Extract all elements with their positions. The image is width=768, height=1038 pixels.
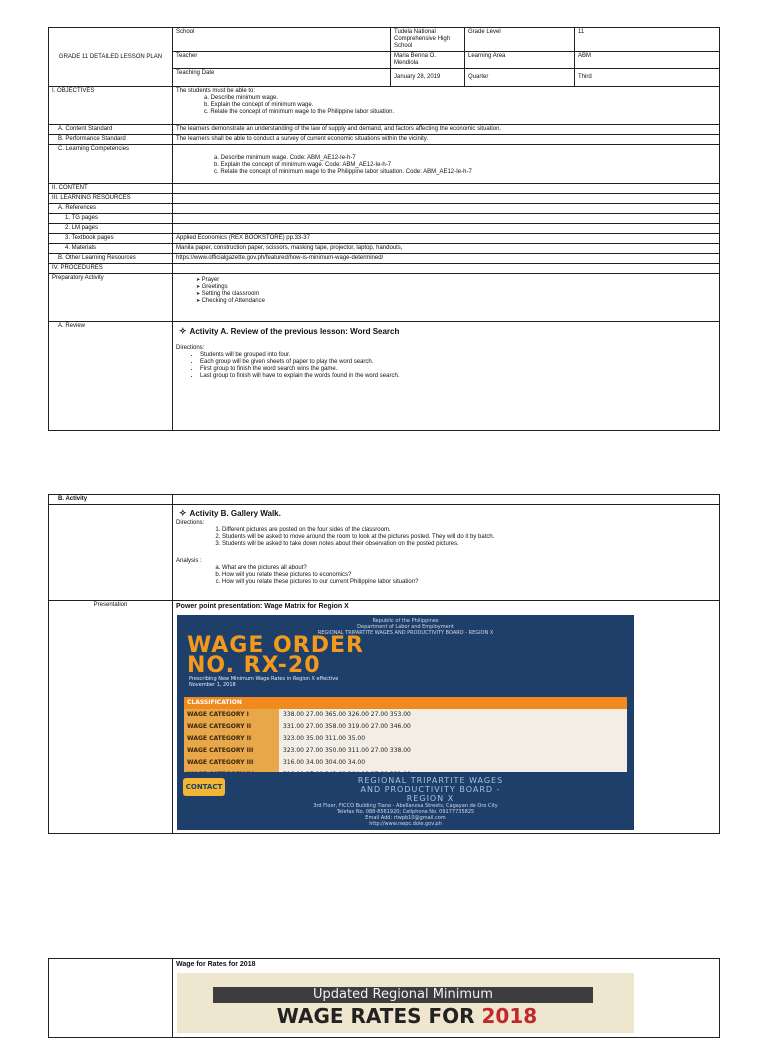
objective-a: a. Describe minimum wage. [204,95,279,101]
other-resources-link[interactable]: https://www.officialgazette.gov.ph/featured/how-is-minimum-wage-determined/ [173,254,720,264]
lm-cell [173,224,720,234]
wage-rates-year: 2018 [481,1004,538,1028]
area-label: Learning Area [465,52,575,69]
poster-header: Republic of the Philippines Department of Labor and Employment REGIONAL TRIPARTITE WAGES AND PRODUCTIVITY BOARD - REGION X [317,618,494,636]
wage-rates-title: Wage for Rates for 2018 [176,961,256,968]
teacher-value: Maria Benna O. Mendiola [391,52,465,69]
plan-title: GRADE 11 DETAILED LESSON PLAN [49,28,173,87]
poster-table-row [184,733,627,745]
activity-left-cell [49,505,173,601]
wage-order-poster [177,615,634,830]
lesson-plan-table-page3 [48,958,720,1038]
poster-row-category: WAGE CATEGORY II [184,733,279,745]
review-title: Activity A. Review of the previous lesson: Word Search [189,327,400,336]
textbook-value: Applied Economics (REX BOOKSTORE) pp.33-37 [173,234,720,244]
poster-table-header [184,697,627,709]
analysis-item: b. How will you relate these pictures to economics? [222,572,716,579]
poster-header-fill [279,697,627,709]
activity-item: 1. Different pictures are posted on the four sides of the classroom. [222,527,716,534]
activity-item: 3. Students will be asked to take down notes about their observation on the posted pictures. [222,541,716,548]
poster-row-category: WAGE CATEGORY III [184,745,279,757]
activity-item: 2. Students will be asked to move around the room to look at the pictures posted. They will do it by batch. [222,534,716,541]
presentation-label: Presentation [49,601,173,834]
grade-label: Grade Level [465,28,575,52]
teacher-label: Teacher [173,52,391,69]
poster-row-values: 331.00 27.00 358.00 319.00 27.00 346.00 [279,721,627,733]
four-point-star-icon: ✧ [179,508,187,518]
references-label: A. References [49,204,173,214]
objectives-cell [173,87,720,125]
prep-item: ➤ Setting the classroom [196,291,716,298]
page3-left-cell [49,959,173,1038]
school-label: School [173,28,391,52]
review-item: • Students will be grouped into four. [200,352,716,359]
review-item: • First group to finish the word search wins the game. [200,366,716,373]
competency-b: b. Explain the concept of minimum wage. Code: ABM_AE12-Ie-h-7 [214,162,392,168]
content-label: II. CONTENT [49,184,173,194]
presentation-title: Power point presentation: Wage Matrix for Region X [176,603,349,610]
school-value: Tudela National Comprehensive High School [391,28,465,52]
poster-col-header: CLASSIFICATION [184,697,279,709]
objective-b: b. Explain the concept of minimum wage. [204,102,314,108]
activity-title: Activity B. Gallery Walk. [189,509,281,518]
quarter-value: Third [575,69,720,87]
prep-cell [173,274,720,322]
activity-cell [173,505,720,601]
performance-standard-label: B. Performance Standard [49,135,173,145]
prep-item: ➤ Checking of Attendance [196,298,716,305]
poster-wage-table [184,697,627,781]
poster-contact-badge: CONTACT US [183,778,225,796]
poster-row-category: WAGE CATEGORY III [184,757,279,769]
activity-label: B. Activity [49,495,173,505]
review-label: A. Review [49,322,173,431]
quarter-label: Quarter [465,69,575,87]
competency-c: c. Relate the concept of minimum wage to the Philippine labor situation. Code: ABM_AE12-Ie-h-7 [214,169,472,175]
lesson-plan-table-page1 [48,27,720,431]
review-directions-label: Directions: [176,345,205,351]
analysis-item: a. What are the pictures all about? [222,565,716,572]
lm-label: 2. LM pages [49,224,173,234]
poster-row-category: WAGE CATEGORY I [184,709,279,721]
poster-title-line2: NO. RX-20 [187,653,321,678]
competencies-label: C. Learning Competencies [49,145,173,184]
review-title-row [179,326,716,337]
poster-row-values: 316.00 34.00 304.00 34.00 [279,757,627,769]
presentation-cell [173,601,720,834]
review-item: • Last group to finish will have to explain the words found in the word search. [200,373,716,380]
poster-title-line1: WAGE ORDER [187,633,364,658]
analysis-item: c. How will you relate these pictures to our current Philippine labor situation? [222,579,716,586]
poster-table-row [184,721,627,733]
wage-rates-banner-top: Updated Regional Minimum [213,987,593,1003]
date-label: Teaching Date [173,69,391,87]
date-value: January 28, 2019 [391,69,465,87]
poster-footer [177,772,634,830]
poster-row-values: 323.00 27.00 350.00 311.00 27.00 338.00 [279,745,627,757]
four-point-star-icon: ✧ [179,326,187,336]
poster-subtitle: Prescribing New Minimum Wage Rates in Region X effective November 1, 2018 [189,676,339,688]
poster-address: 3rd Floor, FICCO Building Tiano - Abellanosa Streets, Cagayan de Oro City Telefax No. 088-8561920; Cellphone No. 09177735825 Email Add: rtwpb10@gmail.com http://www.nwpc.dole.gov.ph [313,803,498,827]
poster-table-row [184,757,627,769]
wage-rates-cell [173,959,720,1038]
performance-standard: The learners shall be able to conduct a survey of current economic situations within the vicinity. [173,135,720,145]
grade-value: 11 [575,28,720,52]
activity-directions-label: Directions: [176,520,205,526]
lesson-plan-table-page2 [48,494,720,834]
prep-label: Preparatory Activity [49,274,173,322]
references-cell [173,204,720,214]
content-cell [173,184,720,194]
prep-item: ➤ Greetings [196,284,716,291]
textbook-label: 3. Textbook pages [49,234,173,244]
analysis-label: Analysis : [176,558,202,564]
poster-table-row [184,745,627,757]
competencies-cell [173,145,720,184]
activity-header-cell [173,495,720,505]
review-cell [173,322,720,431]
tg-label: 1. TG pages [49,214,173,224]
content-standard-label: A. Content Standard [49,125,173,135]
other-resources-label: B. Other Learning Resources [49,254,173,264]
procedures-cell [173,264,720,274]
tg-cell [173,214,720,224]
wage-rates-poster [177,973,634,1033]
activity-title-row [179,508,716,519]
area-value: ABM [575,52,720,69]
review-item: • Each group will be given sheets of paper to play the word search. [200,359,716,366]
materials-value: Manila paper, construction paper, scissors, masking tape, projector, laptop, handouts, [173,244,720,254]
poster-table-row [184,709,627,721]
poster-row-values: 338.00 27.00 365.00 326.00 27.00 353.00 [279,709,627,721]
prep-item: ➤ Prayer [196,277,716,284]
objectives-label: I. OBJECTIVES [49,87,173,125]
procedures-label: IV. PROCEDURES [49,264,173,274]
wage-rates-banner-text: WAGE RATES FOR [276,1004,482,1028]
objectives-intro: The students must be able to: [176,88,256,94]
poster-row-values: 323.00 35.00 311.00 35.00 [279,733,627,745]
content-standard: The learners demonstrate an understanding of the law of supply and demand, and factors affecting the economic situation. [173,125,720,135]
materials-label: 4. Materials [49,244,173,254]
objective-c: c. Relate the concept of minimum wage to the Philippine labor situation. [204,109,395,115]
resources-cell [173,194,720,204]
competency-a: a. Describe minimum wage. Code: ABM_AE12-Ie-h-7 [214,155,356,161]
poster-row-category: WAGE CATEGORY II [184,721,279,733]
poster-board-name: REGIONAL TRIPARTITE WAGES AND PRODUCTIVITY BOARD - REGION X [357,776,504,803]
resources-label: III. LEARNING RESOURCES [49,194,173,204]
